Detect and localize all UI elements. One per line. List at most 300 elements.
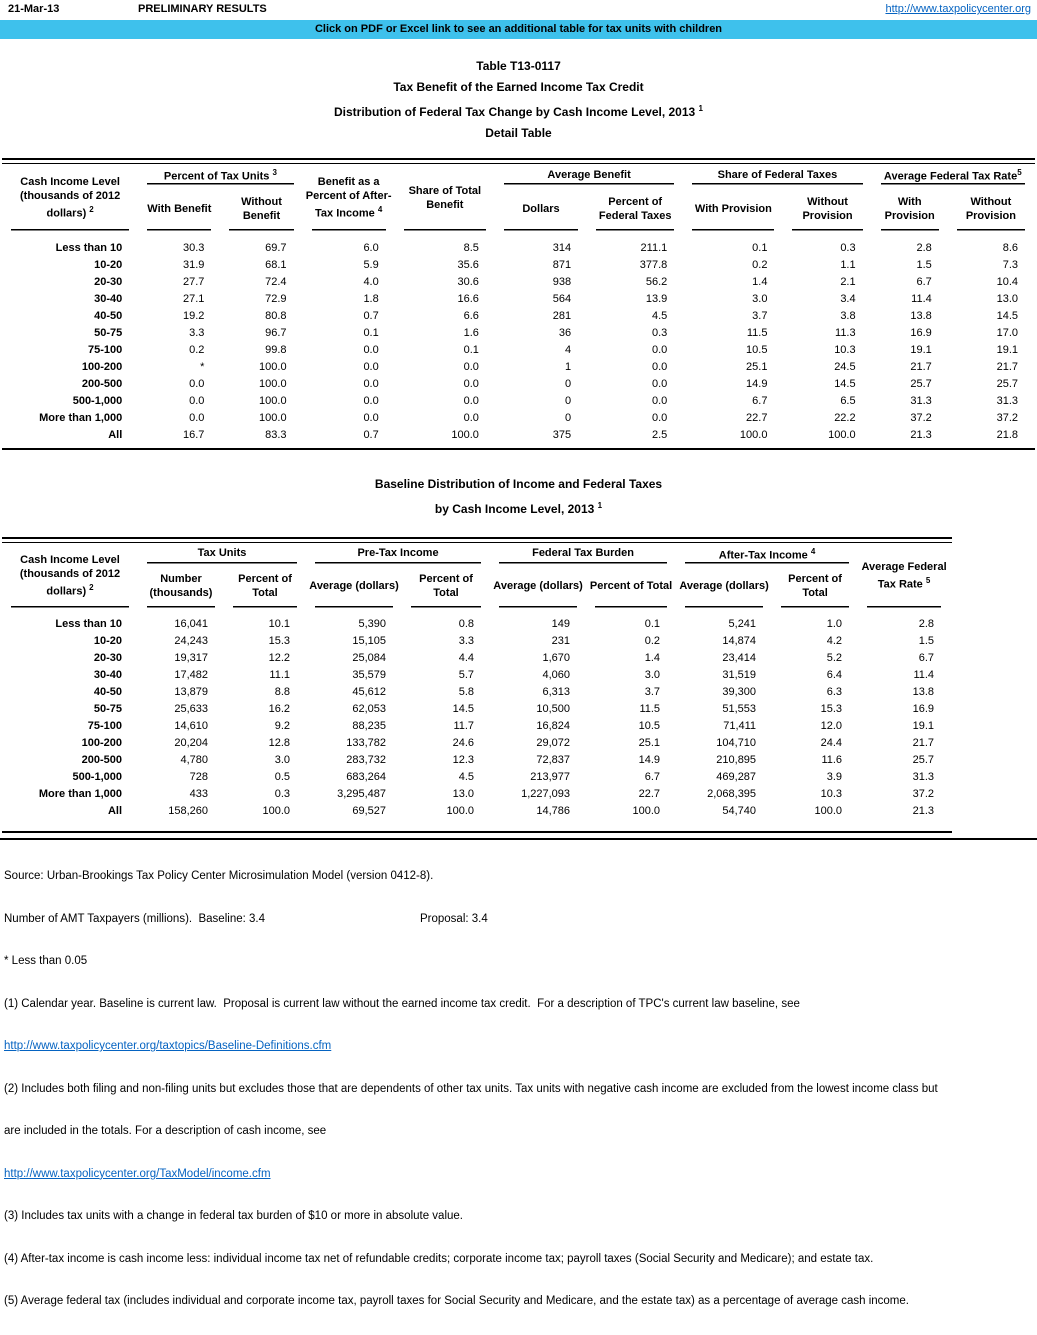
row-label: 75-100	[87, 343, 123, 356]
column-header-average-aftertax: Average (dollars)	[676, 564, 772, 608]
table-row	[2, 667, 950, 684]
cell-value: 0.2	[752, 258, 768, 271]
cell-value: 10.1	[268, 618, 291, 631]
cell-value: 21.7	[912, 737, 935, 750]
cell-value: 1.5	[916, 258, 932, 271]
group-header-share-of-federal-taxes: Share of Federal Taxes	[683, 164, 871, 186]
cell-value: 0.1	[463, 343, 479, 356]
cell-value: 11.4	[911, 292, 932, 305]
column-header-average-pretax: Average (dollars)	[306, 564, 402, 608]
column-header-without-provision-share: Without Provision	[783, 186, 871, 232]
cell-value: 213,977	[530, 771, 571, 784]
cell-value: 6.3	[826, 686, 843, 699]
footnote-3: (3) Includes tax units with a change in federal tax burden of $10 or more in absolute value.	[4, 1210, 463, 1223]
cell-value: 62,053	[352, 703, 387, 716]
cell-value: 3.7	[644, 686, 661, 699]
cell-value: 8.8	[274, 686, 291, 699]
report-date: 21-Mar-13	[8, 3, 60, 15]
cell-value: 54,740	[722, 805, 757, 818]
cell-value: 3.0	[644, 669, 661, 682]
cell-value: 1.8	[363, 292, 379, 305]
table-row	[2, 633, 950, 650]
cell-value: 25.7	[910, 377, 932, 390]
cell-value: 1.6	[463, 326, 479, 339]
cell-value: 72,837	[536, 754, 571, 767]
cell-value: 100.0	[451, 428, 479, 441]
cell-value: 100.0	[828, 428, 856, 441]
cell-value: 283,732	[346, 754, 387, 767]
cell-value: 17,482	[174, 669, 208, 682]
cell-value: 3.7	[752, 309, 768, 322]
column-header-cash-income-level: Cash Income Level (thousands of 2012 dollars) $^2$	[2, 164, 138, 232]
cell-value: 10.3	[820, 788, 843, 801]
cell-value: 1.0	[826, 618, 843, 631]
row-label: 100-200	[81, 360, 123, 373]
cell-value: 3.0	[274, 754, 291, 767]
cell-value: 16.7	[182, 428, 205, 441]
table-row	[2, 240, 1034, 257]
children-table-banner: Click on PDF or Excel link to see an additional table for tax units with children	[0, 20, 1037, 39]
column-header-percent-of-federal-taxes: Percent of Federal Taxes	[587, 186, 683, 232]
cell-value: 4,780	[180, 754, 208, 767]
cell-value: 56.2	[645, 275, 668, 288]
footnote-2-line1: (2) Includes both filing and non-filing units but excludes those that are dependents of other tax units. Tax units with negative cash income are excluded from the lowest income class but	[4, 1082, 938, 1095]
cell-value: 938	[552, 275, 572, 288]
cell-value: 30.3	[182, 241, 205, 254]
cell-value: 11.5	[639, 703, 661, 716]
cell-value: 13.0	[452, 788, 475, 801]
cell-value: 24.5	[834, 360, 856, 373]
cell-value: 16.9	[910, 326, 932, 339]
table-row	[2, 616, 950, 633]
cell-value: 17.0	[996, 326, 1018, 339]
baseline-distribution-table	[2, 543, 950, 821]
column-header-number-thousands: Number (thousands)	[138, 564, 224, 608]
cell-value: 11.5	[746, 326, 768, 339]
cell-value: 96.7	[265, 326, 287, 339]
cell-value: 1.1	[840, 258, 856, 271]
table-row	[2, 684, 950, 701]
cell-value: 314	[552, 241, 572, 254]
row-label: 20-30	[94, 275, 123, 288]
cell-value: 0.0	[189, 394, 205, 407]
table-row	[2, 308, 1034, 325]
cell-value: 6.0	[363, 241, 379, 254]
group-header-federal-tax-burden: Federal Tax Burden	[490, 543, 676, 565]
cell-value: 2.8	[918, 618, 935, 631]
cell-value: 0.7	[363, 309, 379, 322]
cell-value: 149	[551, 618, 571, 631]
cell-value: 100.0	[632, 805, 661, 818]
cell-value: 15,105	[352, 635, 387, 648]
cell-value: 11.4	[913, 669, 935, 682]
row-label: More than 1,000	[39, 411, 123, 424]
cell-value: 14.9	[638, 754, 661, 767]
cell-value: 10.3	[834, 343, 856, 356]
cell-value: 377.8	[639, 258, 668, 271]
cell-value: 14.5	[452, 703, 475, 716]
cell-value: 21.3	[910, 428, 932, 441]
table-row	[2, 325, 1034, 342]
cell-value: 31.3	[912, 771, 935, 784]
top-header-bar	[0, 0, 1037, 20]
detail-table-label: Detail Table	[485, 126, 552, 140]
table-row	[2, 291, 1034, 308]
cell-value: 0.0	[651, 343, 668, 356]
cell-value: 4	[564, 343, 572, 356]
cell-value: 88,235	[352, 720, 387, 733]
cell-value: 0.1	[363, 326, 379, 339]
cell-value: 25,084	[352, 652, 387, 665]
amt-taxpayers-note: Number of AMT Taxpayers (millions). Baseline: 3.4 Proposal: 3.4	[4, 910, 1033, 929]
cell-value: 25,633	[174, 703, 208, 716]
cell-value: 0.0	[363, 394, 379, 407]
cell-value: 3.9	[826, 771, 843, 784]
footnote-5: (5) Average federal tax (includes individual and corporate income tax, payroll taxes for Social Security and Medicare, and the estate tax) as a percentage of average cash income.	[4, 1295, 909, 1308]
cell-value: 37.2	[996, 411, 1018, 424]
cell-value: 30.6	[457, 275, 479, 288]
column-header-percent-of-total-units: Percent of Total	[224, 564, 306, 608]
row-label: 30-40	[93, 669, 122, 682]
row-label: Less than 10	[55, 618, 122, 631]
cell-value: 4,060	[542, 669, 571, 682]
cell-value: 100.0	[259, 377, 287, 390]
cell-value: 69,527	[352, 805, 387, 818]
cell-value: 16.2	[268, 703, 291, 716]
cell-value: 72.9	[265, 292, 287, 305]
cell-value: 231	[551, 635, 571, 648]
group-header-percent-of-tax-units: Percent of Tax Units $^3$	[138, 164, 302, 186]
cell-value: 0.0	[363, 377, 379, 390]
column-header-average-federal-tax-rate-2: Average Federal Tax Rate $^5$	[858, 543, 950, 609]
cell-value: 11.6	[821, 754, 843, 767]
cell-value: 6.7	[916, 275, 932, 288]
column-header-share-of-total-benefit: Share of Total Benefit	[395, 164, 495, 232]
cell-value: 210,895	[716, 754, 757, 767]
table-row	[2, 376, 1034, 393]
cell-value: 21.8	[996, 428, 1018, 441]
cell-value: 27.1	[182, 292, 205, 305]
report-subtitle: Distribution of Federal Tax Change by Cash Income Level, 2013 $^1$	[333, 104, 703, 119]
cell-value: 3.4	[840, 292, 856, 305]
cell-value: 6.7	[918, 652, 935, 665]
cell-value: *	[200, 360, 205, 373]
cell-value: 100.0	[814, 805, 843, 818]
cell-value: 133,782	[346, 737, 387, 750]
cell-value: 51,553	[722, 703, 757, 716]
cell-value: 16,824	[536, 720, 571, 733]
row-label: 50-75	[93, 703, 122, 716]
group-header-average-benefit: Average Benefit	[495, 164, 683, 186]
cell-value: 0	[564, 411, 572, 424]
table1-header	[2, 164, 1034, 240]
report-title-block	[0, 56, 1037, 144]
baseline-table-subtitle: by Cash Income Level, 2013 $^1$	[434, 500, 603, 516]
cell-value: 24.4	[820, 737, 843, 750]
cell-value: 5.8	[458, 686, 475, 699]
table-row	[2, 257, 1034, 274]
taxpolicycenter-link[interactable]: http://www.taxpolicycenter.org	[885, 3, 1031, 15]
footnote-4: (4) After-tax income is cash income less: individual income tax net of refundable credits; corporate income tax; payroll taxes (Social Security and Medicare); and estate tax.	[4, 1252, 874, 1265]
cell-value: 100.0	[259, 394, 287, 407]
cell-value: 10,500	[536, 703, 571, 716]
cell-value: 0.3	[651, 326, 668, 339]
cell-value: 19.1	[910, 343, 932, 356]
cell-value: 12.2	[268, 652, 291, 665]
cell-value: 11.1	[269, 669, 291, 682]
row-label: Less than 10	[55, 241, 123, 254]
cell-value: 14,610	[174, 720, 208, 733]
table-row	[2, 650, 950, 667]
column-header-dollars: Dollars	[495, 186, 587, 232]
column-header-benefit-percent-aftertax: Benefit as a Percent of After-Tax Income $^4$	[303, 164, 395, 232]
group-header-average-federal-tax-rate: Average Federal Tax Rate$^5$	[872, 164, 1034, 186]
baseline-table-title: Baseline Distribution of Income and Federal Taxes	[374, 476, 663, 491]
cell-value: 8.5	[463, 241, 479, 254]
cell-value: 100.0	[259, 411, 287, 424]
cell-value: 4.0	[363, 275, 379, 288]
cell-value: 24.6	[452, 737, 475, 750]
cell-value: 0.0	[363, 360, 379, 373]
cell-value: 1.4	[752, 275, 768, 288]
cell-value: 375	[552, 428, 572, 441]
column-header-percent-of-total-aftertax: Percent of Total	[772, 564, 858, 608]
cell-value: 37.2	[912, 788, 935, 801]
cell-value: 0.0	[651, 394, 668, 407]
cell-value: 25.1	[638, 737, 661, 750]
group-header-aftertax-income: After-Tax Income $^4$	[676, 543, 858, 565]
cell-value: 100.0	[262, 805, 291, 818]
row-label: 40-50	[94, 309, 123, 322]
cell-value: 6.4	[826, 669, 843, 682]
cell-value: 3.0	[752, 292, 768, 305]
row-label: All	[108, 428, 123, 441]
cell-value: 10.5	[746, 343, 768, 356]
amt-proposal-value: Proposal: 3.4	[420, 912, 488, 925]
cell-value: 0.3	[274, 788, 291, 801]
cell-value: 25.7	[912, 754, 935, 767]
cell-value: 104,710	[716, 737, 757, 750]
cell-value: 1,670	[542, 652, 571, 665]
cell-value: 29,072	[536, 737, 571, 750]
cell-value: 3.8	[840, 309, 856, 322]
table-row	[2, 701, 950, 718]
cell-value: 45,612	[352, 686, 387, 699]
cell-value: 0.0	[651, 377, 668, 390]
cell-value: 0.3	[840, 241, 856, 254]
footnote-1: (1) Calendar year. Baseline is current law. Proposal is current law without the earned income tax credit. For a description of TPC's current law baseline, see	[4, 997, 800, 1010]
cell-value: 14.5	[996, 309, 1018, 322]
row-label: 500-1,000	[72, 771, 122, 784]
cell-value: 0.0	[189, 377, 205, 390]
cell-value: 68.1	[265, 258, 287, 271]
cell-value: 22.7	[746, 411, 768, 424]
cell-value: 4.5	[651, 309, 668, 322]
cell-value: 15.3	[268, 635, 291, 648]
cell-value: 6.6	[463, 309, 479, 322]
column-header-without-provision-rate: Without Provision	[948, 186, 1034, 232]
cell-value: 728	[189, 771, 208, 784]
asterisk-note: * Less than 0.05	[4, 955, 88, 968]
cell-value: 22.2	[834, 411, 856, 424]
cell-value: 72.4	[265, 275, 287, 288]
cell-value: 1.4	[644, 652, 661, 665]
cell-value: 6.7	[752, 394, 768, 407]
table-row	[2, 718, 950, 735]
cell-value: 19.1	[912, 720, 935, 733]
cell-value: 13.9	[645, 292, 668, 305]
cell-value: 100.0	[446, 805, 475, 818]
cell-value: 0	[564, 377, 572, 390]
column-header-with-provision-share: With Provision	[683, 186, 783, 232]
cell-value: 4.2	[826, 635, 843, 648]
cell-value: 13.0	[996, 292, 1018, 305]
cell-value: 14.9	[746, 377, 768, 390]
row-label: 30-40	[94, 292, 123, 305]
footnote-2-line2: are included in the totals. For a description of cash income, see	[4, 1125, 327, 1138]
cell-value: 39,300	[722, 686, 757, 699]
footnote-ref-1b: 1	[597, 500, 603, 510]
table1-body	[2, 240, 1034, 444]
cell-value: 0.0	[651, 411, 668, 424]
cell-value: 19.1	[996, 343, 1018, 356]
row-label: 40-50	[93, 686, 122, 699]
table-row	[2, 342, 1034, 359]
row-label: 100-200	[81, 737, 122, 750]
cell-value: 0.0	[189, 411, 205, 424]
row-label: 10-20	[94, 258, 123, 271]
cell-value: 35.6	[457, 258, 479, 271]
cell-value: 13.8	[910, 309, 932, 322]
tax-change-table	[2, 164, 1034, 444]
table-row	[2, 274, 1034, 291]
row-label: 75-100	[87, 720, 122, 733]
table-number-title: Table T13-0117	[476, 59, 561, 73]
cell-value: 20,204	[174, 737, 208, 750]
cell-value: 11.3	[835, 326, 856, 339]
cell-value: 2.8	[916, 241, 932, 254]
cell-value: 1.5	[918, 635, 935, 648]
column-header-average-burden: Average (dollars)	[490, 564, 586, 608]
cell-value: 7.3	[1002, 258, 1018, 271]
cell-value: 31.3	[910, 394, 932, 407]
cell-value: 2.5	[651, 428, 668, 441]
cell-value: 0.0	[463, 411, 479, 424]
footnotes-section	[0, 838, 1037, 1335]
column-header-percent-of-total-pretax: Percent of Total	[402, 564, 490, 608]
column-header-with-provision-rate: With Provision	[872, 186, 948, 232]
cell-value: 16.9	[912, 703, 935, 716]
column-header-with-benefit: With Benefit	[138, 186, 220, 232]
cell-value: 10.4	[996, 275, 1018, 288]
cell-value: 69.7	[265, 241, 287, 254]
cell-value: 12.3	[452, 754, 475, 767]
cell-value: 25.7	[996, 377, 1018, 390]
row-label: 200-500	[81, 377, 123, 390]
cell-value: 16,041	[174, 618, 208, 631]
cell-value: 0.5	[274, 771, 291, 784]
table-row	[2, 752, 950, 769]
cell-value: 14,874	[722, 635, 757, 648]
table-row	[2, 393, 1034, 410]
row-label: 200-500	[81, 754, 122, 767]
cell-value: 469,287	[716, 771, 757, 784]
table2-header	[2, 543, 950, 617]
row-label: 10-20	[93, 635, 122, 648]
cell-value: 15.3	[820, 703, 843, 716]
cell-value: 2.1	[840, 275, 856, 288]
table-row	[2, 427, 1034, 444]
cell-value: 3.3	[458, 635, 475, 648]
table-row	[2, 786, 950, 803]
cell-value: 0.0	[463, 360, 479, 373]
cash-income-definition-link[interactable]: http://www.taxpolicycenter.org/TaxModel/income.cfm	[4, 1167, 271, 1180]
cell-value: 21.7	[996, 360, 1018, 373]
cell-value: 0.1	[752, 241, 768, 254]
table-row	[2, 410, 1034, 427]
column-header-without-benefit: Without Benefit	[220, 186, 302, 232]
cell-value: 1	[564, 360, 572, 373]
cell-value: 27.7	[182, 275, 205, 288]
cell-value: 9.2	[274, 720, 291, 733]
cell-value: 14.5	[834, 377, 856, 390]
baseline-definitions-link[interactable]: http://www.taxpolicycenter.org/taxtopics/Baseline-Definitions.cfm	[4, 1040, 332, 1053]
cell-value: 35,579	[352, 669, 387, 682]
report-title: Tax Benefit of the Earned Income Tax Credit	[393, 80, 644, 94]
cell-value: 0.0	[463, 394, 479, 407]
cell-value: 37.2	[910, 411, 932, 424]
cell-value: 5,390	[358, 618, 387, 631]
preliminary-results-label: PRELIMINARY RESULTS	[138, 3, 267, 15]
cell-value: 83.3	[265, 428, 287, 441]
cell-value: 0.0	[463, 377, 479, 390]
cell-value: 22.7	[638, 788, 661, 801]
cell-value: 0.8	[458, 618, 475, 631]
footnote-ref-1: 1	[698, 104, 703, 113]
table1-bottom-rule	[2, 448, 1035, 450]
baseline-table-title-block	[0, 474, 1037, 520]
cell-value: 36	[558, 326, 572, 339]
cell-value: 683,264	[346, 771, 387, 784]
cell-value: 31.3	[996, 394, 1018, 407]
row-label: 500-1,000	[72, 394, 123, 407]
table-row	[2, 803, 950, 820]
cell-value: 5.9	[363, 258, 379, 271]
cell-value: 0.0	[363, 411, 379, 424]
cell-value: 25.1	[746, 360, 768, 373]
cell-value: 14,786	[536, 805, 571, 818]
cell-value: 31,519	[722, 669, 757, 682]
cell-value: 0.7	[363, 428, 379, 441]
cell-value: 100.0	[739, 428, 768, 441]
cell-value: 31.9	[182, 258, 205, 271]
cell-value: 12.0	[820, 720, 843, 733]
cell-value: 10.5	[638, 720, 661, 733]
cell-value: 281	[552, 309, 572, 322]
row-label: All	[107, 805, 122, 818]
row-label: 50-75	[94, 326, 123, 339]
cell-value: 13.8	[912, 686, 935, 699]
cell-value: 100.0	[259, 360, 287, 373]
cell-value: 4.4	[458, 652, 475, 665]
cell-value: 3,295,487	[337, 788, 387, 801]
cell-value: 2,068,395	[707, 788, 757, 801]
cell-value: 6,313	[542, 686, 571, 699]
cell-value: 23,414	[722, 652, 757, 665]
table-row	[2, 735, 950, 752]
cell-value: 3.3	[189, 326, 205, 339]
cell-value: 0.2	[189, 343, 205, 356]
